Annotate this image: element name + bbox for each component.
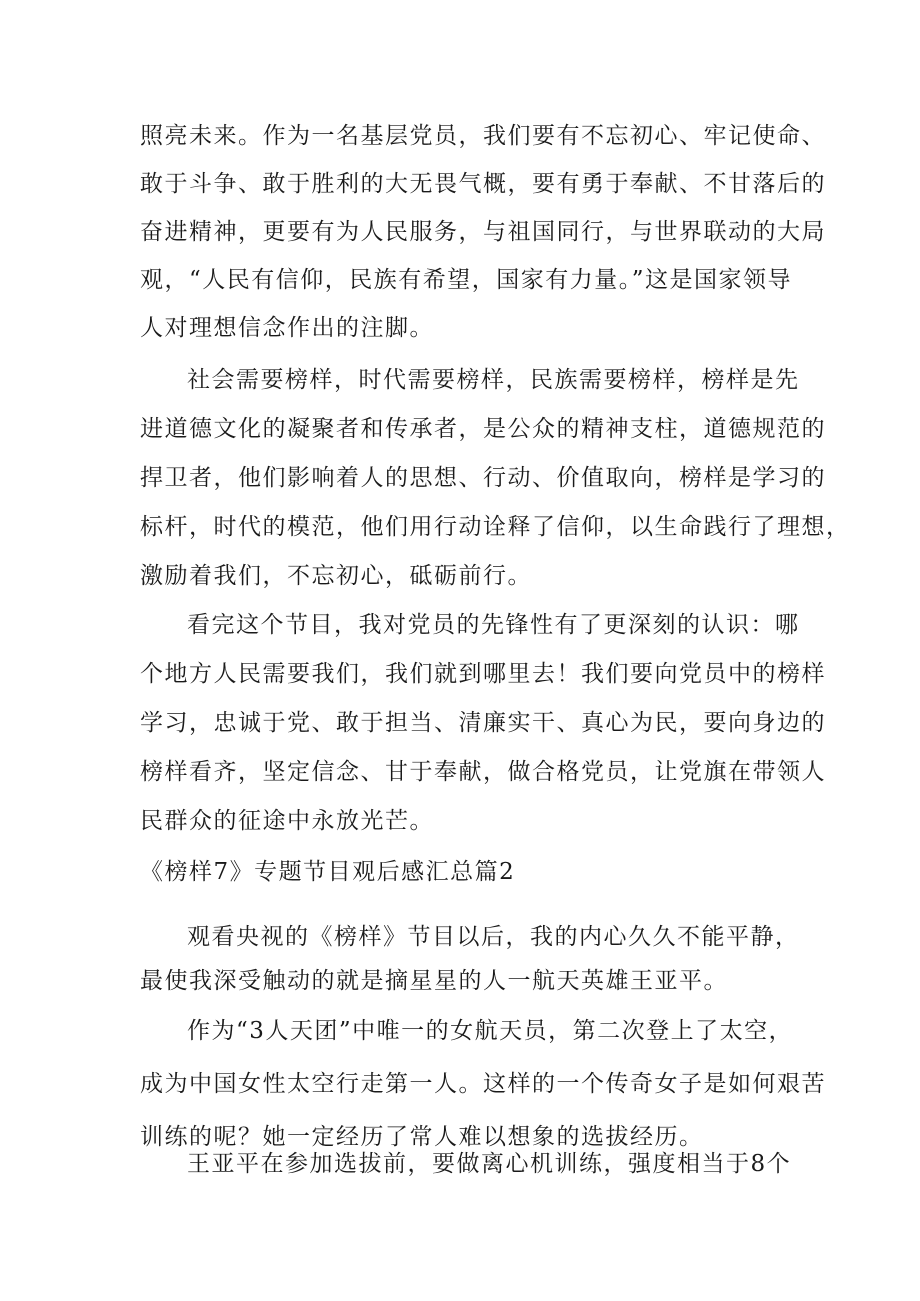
paragraph-3 xyxy=(140,601,826,846)
text-line: 王亚平在参加选拔前，要做离心机训练，强度相当于8个 xyxy=(187,1151,792,1177)
text-line: 敢于斗争、敢于胜利的大无畏气概，要有勇于奉献、不甘落后的 xyxy=(140,171,826,197)
text-line: 奋进精神，更要有为人民服务，与祖国同行，与世界联动的大局 xyxy=(140,219,826,245)
text-line: 个地方人民需要我们，我们就到哪里去！我们要向党员中的榜样 xyxy=(140,661,826,687)
text-line: 民群众的征途中永放光芒。 xyxy=(140,808,434,834)
text-line: 成为中国女性太空行走第一人。这样的一个传奇女子是如何艰苦 xyxy=(140,1071,826,1097)
paragraph-2 xyxy=(140,356,851,601)
text-line: 激励着我们，不忘初心，砥砺前行。 xyxy=(140,563,532,589)
section-heading xyxy=(140,848,790,896)
text-line: 进道德文化的凝聚者和传承者，是公众的精神支柱，道德规范的 xyxy=(140,416,826,442)
text-line: 最使我深受触动的就是摘星星的人一航天英雄王亚平。 xyxy=(140,968,728,994)
text-line: 作为“3人天团”中唯一的女航天员，第二次登上了太空， xyxy=(187,1018,794,1044)
text-line: 学习，忠诚于党、敢于担当、清廉实干、真心为民，要向身边的 xyxy=(140,710,826,736)
heading-line: 《榜样7》专题节目观后感汇总篇2 xyxy=(140,859,516,885)
paragraph-1 xyxy=(140,112,826,352)
text-line: 训练的呢？她一定经历了常人难以想象的选拔经历。 xyxy=(140,1124,704,1150)
text-line: 捍卫者，他们影响着人的思想、行动、价值取向，榜样是学习的 xyxy=(140,465,826,491)
text-line: 照亮未来。作为一名基层党员，我们要有不忘初心、牢记使命、 xyxy=(140,123,826,149)
text-line: 观看央视的《榜样》节目以后，我的内心久久不能平静， xyxy=(187,924,800,950)
text-line: 标杆，时代的模范，他们用行动诠释了信仰，以生命践行了理想， xyxy=(140,514,851,540)
paragraph-4 xyxy=(140,915,800,1003)
text-line: 社会需要榜样，时代需要榜样，民族需要榜样，榜样是先 xyxy=(187,367,800,393)
text-line: 人对理想信念作出的注脚。 xyxy=(140,315,434,341)
text-line: 榜样看齐，坚定信念、甘于奉献，做合格党员，让党旗在带领人 xyxy=(140,759,826,785)
text-line: 观，“人民有信仰，民族有希望，国家有力量。”这是国家领导 xyxy=(140,267,793,293)
text-line: 看完这个节目，我对党员的先锋性有了更深刻的认识：哪 xyxy=(187,612,800,638)
paragraph-6 xyxy=(140,1140,790,1188)
